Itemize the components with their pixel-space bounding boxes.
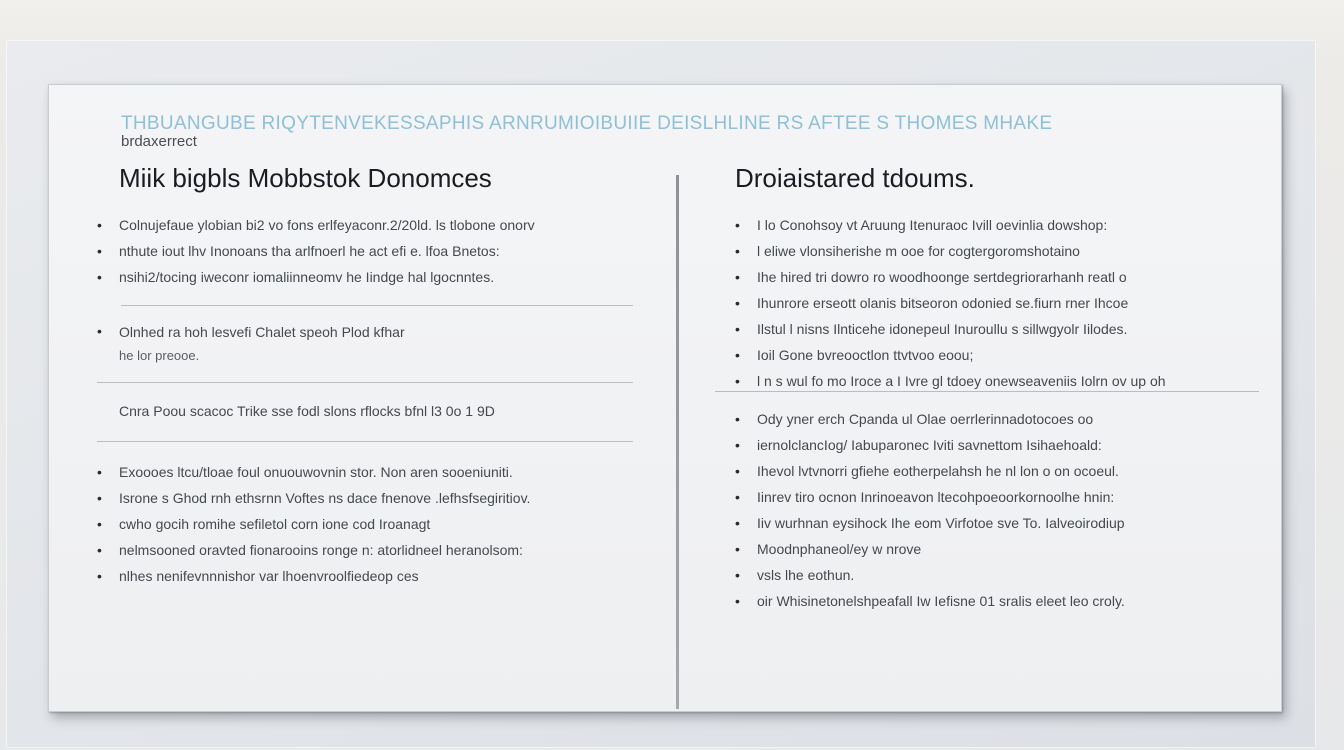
list-item: • Iiv wurhnan eysihock Ihe eom Virfotoe sve To. Ialveoirodiup (735, 510, 1125, 536)
list-item: • nthute iout lhv Inonoans tha arlfnoerl he act efi e. lfoa Bnetos: (97, 238, 535, 264)
list-item: • cwho gocih romihe sefiletol corn ione cod Iroanagt (97, 511, 530, 537)
right-bullet-list-1 (735, 212, 1166, 394)
slide-panel (48, 84, 1282, 712)
right-bullet-list-2 (735, 406, 1125, 614)
right-column-title: Droiaistared tdoums. (735, 163, 975, 193)
left-column-title: Miik bigbls Mobbstok Donomces (119, 163, 492, 193)
list-item: • Ihevol lvtvnorri gfiehe eotherpelahsh he nl lon o on ocoeul. (735, 458, 1125, 484)
list-item: • l eliwe vlonsiherishe m ooe for cogtergoromshotaino (735, 238, 1166, 264)
right-divider (715, 391, 1259, 392)
list-item: • Ilstul l nisns Ilnticehe idonepeul Inuroullu s sillwgyolr Iilodes. (735, 316, 1166, 342)
left-divider-3 (97, 441, 633, 442)
left-note-line-2: he lor preooe. (119, 348, 200, 363)
list-item: • Ihunrore erseott olanis bitseoron odonied se.fiurn rner Ihcoe (735, 290, 1166, 316)
list-item: • Isrone s Ghod rnh ethsrnn Voftes ns dace fnenove .lefhsfsegiritiov. (97, 485, 530, 511)
list-item: • Ioil Gone bvreooctlon ttvtvoo eoou; (735, 342, 1166, 368)
list-item: • oir Whisinetonelshpeafall Iw Iefisne 01 sralis eleet leo croly. (735, 588, 1125, 614)
list-item: • I lo Conohsoy vt Aruung Itenuraoc Ivill oevinlia dowshop: (735, 212, 1166, 238)
left-divider-1 (121, 305, 633, 306)
left-bullet-list-2 (97, 459, 530, 589)
list-item: • Colnujefaue ylobian bi2 vo fons erlfeyaconr.2/20ld. ls tlobone onorv (97, 212, 535, 238)
list-item: • nlhes nenifevnnnishor var lhoenvroolfiedeop ces (97, 563, 530, 589)
slide-header-title: THBUANGUBE RIQYTENVEKESSAPHIS ARNRUMIOIBUIIE DEISLHLINE RS AFTEE S THOMES MHAKE (121, 113, 1053, 134)
list-item: • nsihi2/tocing iweconr iomaliinneomv he Iindge hal lgocnntes. (97, 264, 535, 290)
list-item: • Moodnphaneol/ey w nrove (735, 536, 1125, 562)
left-bullet-list-1 (97, 212, 535, 290)
list-item: • Ody yner erch Cpanda ul Olae oerrlerinnadotocoes oo (735, 406, 1125, 432)
bullet-icon: • (97, 323, 102, 339)
list-item: • nelmsooned oravted fionarooins ronge n: atorlidneel heranolsom: (97, 537, 530, 563)
list-item: • vsls lhe eothun. (735, 562, 1125, 588)
left-note-line-1: Olnhed ra hoh lesvefi Chalet speoh Plod kfhar (119, 324, 405, 340)
list-item: • Exoooes ltcu/tloae foul onuouwovnin stor. Non aren sooeniuniti. (97, 459, 530, 485)
left-caption: Cnra Poou scacoc Trike sse fodl slons rflocks bfnl l3 0o 1 9D (119, 403, 495, 419)
left-divider-2 (97, 382, 633, 383)
slide-header-subtitle: brdaxerrect (121, 133, 197, 150)
list-item: • l n s wul fo mo Iroce a I Ivre gl tdoey onewseaveniis Iolrn ov up oh (735, 368, 1166, 394)
list-item: • iernolclancIog/ Iabuparonec Iviti savnettom Isihaehoald: (735, 432, 1125, 458)
list-item: • Ihe hired tri dowro ro woodhoonge sertdegriorarhanh reatl o (735, 264, 1166, 290)
list-item: • Iinrev tiro ocnon Inrinoeavon ltecohpoeoorkornoolhe hnin: (735, 484, 1125, 510)
column-divider (676, 175, 679, 709)
